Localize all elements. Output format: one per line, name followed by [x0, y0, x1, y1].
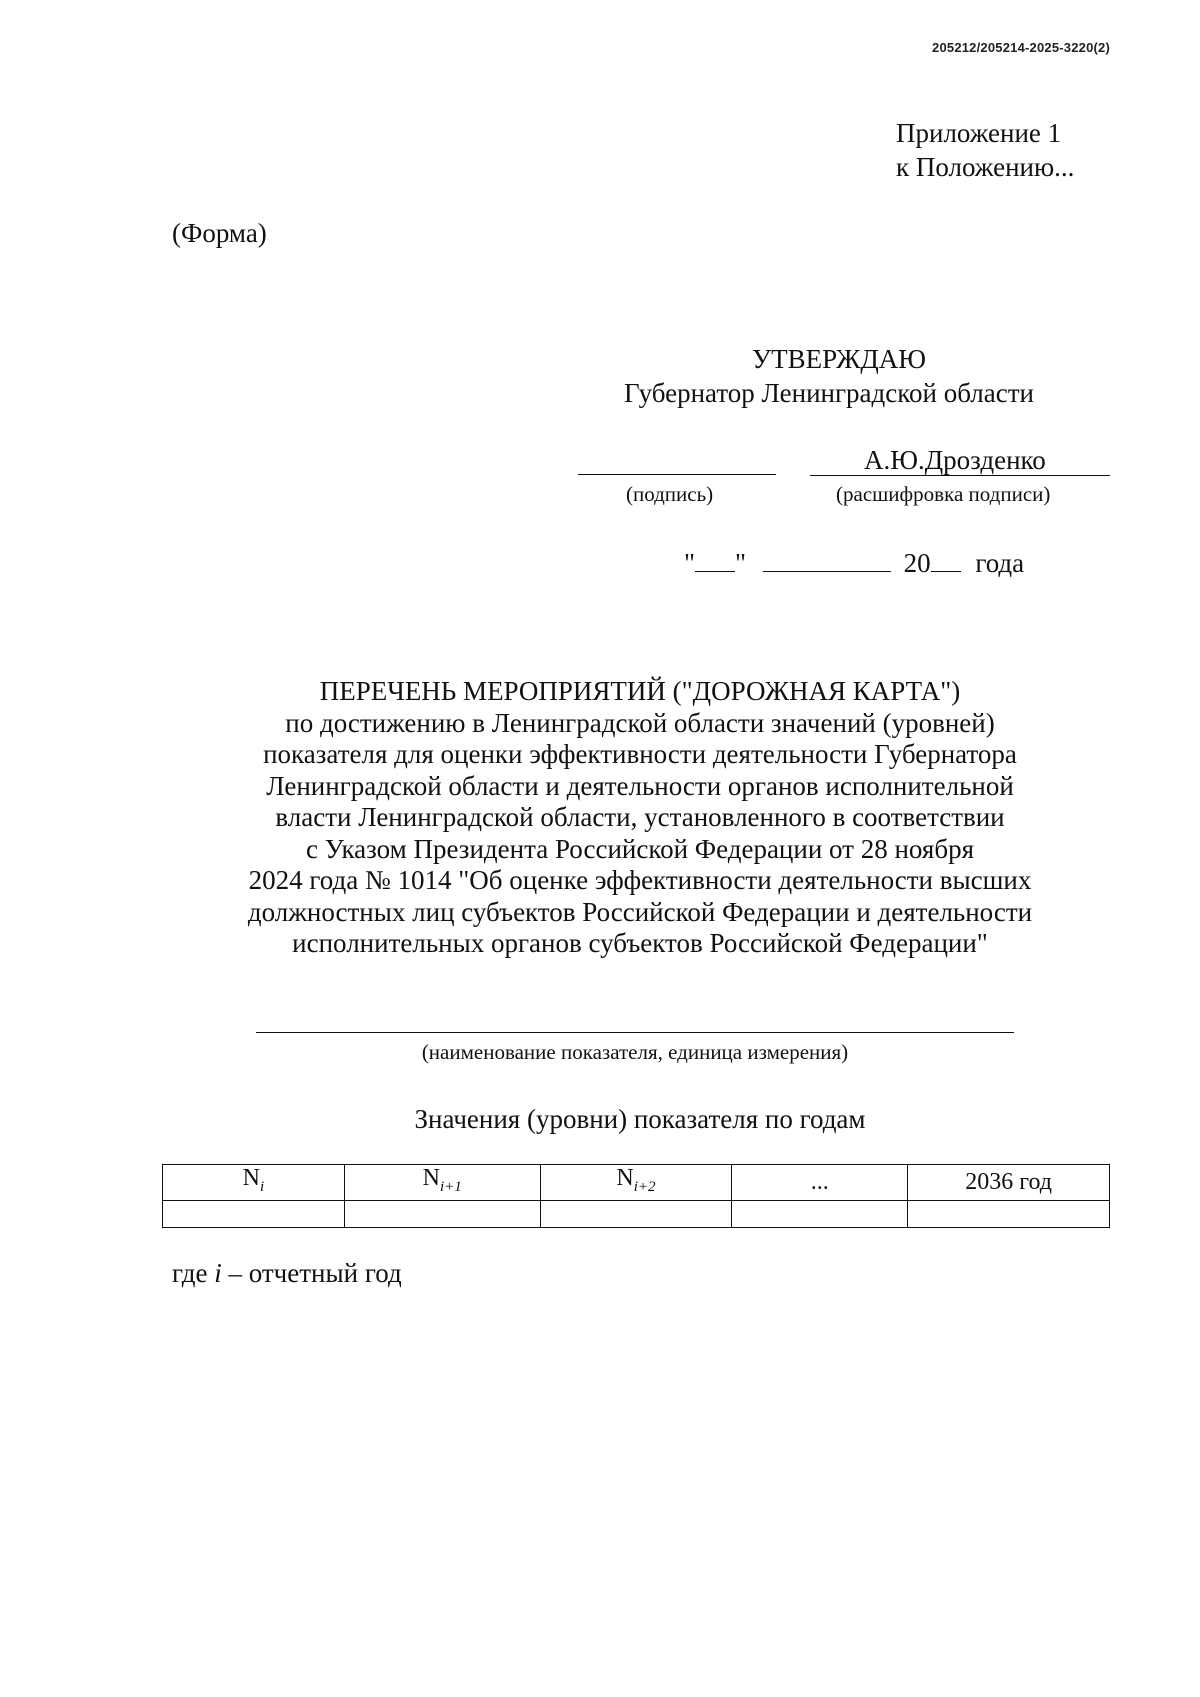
table-header-cell: $N_i$ — [163, 1165, 345, 1201]
indicator-name-line — [256, 1032, 1014, 1033]
approval-date-row — [684, 548, 1024, 579]
signer-name-line — [810, 446, 1110, 476]
appendix-line-2: к Положению... — [896, 152, 1075, 182]
date-year-blank — [931, 549, 961, 572]
title-line: с Указом Президента Российской Федерации от 28 ноября — [306, 833, 974, 864]
values-heading: Значения (уровни) показателя по годам — [414, 1104, 866, 1134]
title-line: ПЕРЕЧЕНЬ МЕРОПРИЯТИЙ ("ДОРОЖНАЯ КАРТА") — [319, 676, 961, 706]
date-day-blank — [695, 549, 735, 572]
footnote-variable: i — [214, 1258, 222, 1288]
table-header-cell: 2036 год — [908, 1165, 1110, 1201]
title-line: показателя для оценки эффективности деятельности Губернатора — [263, 739, 1017, 769]
title-line: Ленинградской области и деятельности органов исполнительной — [266, 770, 1014, 801]
document-number: 205212/205214-2025-3220(2) — [932, 40, 1110, 55]
title-line: должностных лиц субъектов Российской Федерации и деятельности — [247, 896, 1033, 927]
date-year-prefix: 20 — [903, 548, 931, 578]
date-quote-open: " — [684, 548, 696, 578]
signature-line — [578, 474, 776, 475]
signature-caption: (подпись) — [626, 482, 714, 506]
title-line: власти Ленинградской области, установленного в соответствии — [275, 802, 1005, 832]
table-header-cell: $N_{i+1}$ — [344, 1165, 540, 1201]
date-quote-close: " — [735, 548, 747, 578]
appendix-reference — [896, 116, 1074, 184]
table-cell[interactable] — [732, 1200, 908, 1227]
table-cell[interactable] — [908, 1200, 1110, 1227]
approval-title: УТВЕРЖДАЮ — [752, 344, 927, 374]
signer-name: А.Ю.Дрозденко — [864, 445, 1046, 475]
footnote-prefix: где — [172, 1258, 208, 1288]
approval-position: Губернатор Ленинградской области — [624, 378, 1034, 408]
date-month-blank — [763, 549, 891, 572]
indicator-caption: (наименование показателя, единица измерения) — [421, 1040, 849, 1064]
table-header-cell: $N_{i+2}$ — [540, 1165, 732, 1201]
table-cell[interactable] — [163, 1200, 345, 1227]
date-year-suffix: года — [975, 548, 1025, 578]
table-cell[interactable] — [540, 1200, 732, 1227]
table-row — [163, 1200, 1110, 1227]
title-line: по достижению в Ленинградской области значений (уровней) — [285, 707, 995, 738]
table-cell[interactable] — [344, 1200, 540, 1227]
appendix-line-1: Приложение 1 — [896, 118, 1062, 148]
form-label: (Форма) — [172, 218, 267, 248]
signature-decoding-caption: (расшифровка подписи) — [836, 482, 1051, 506]
title-line: исполнительных органов субъектов Российской Федерации" — [292, 928, 988, 958]
table-header-cell: ... — [732, 1165, 908, 1201]
values-table — [162, 1164, 1110, 1228]
footnote — [172, 1258, 402, 1289]
footnote-suffix: – отчетный год — [228, 1258, 402, 1288]
document-title — [120, 676, 1160, 960]
table-header-row — [163, 1165, 1110, 1201]
title-line: 2024 года № 1014 "Об оценке эффективности деятельности высших — [248, 865, 1032, 895]
